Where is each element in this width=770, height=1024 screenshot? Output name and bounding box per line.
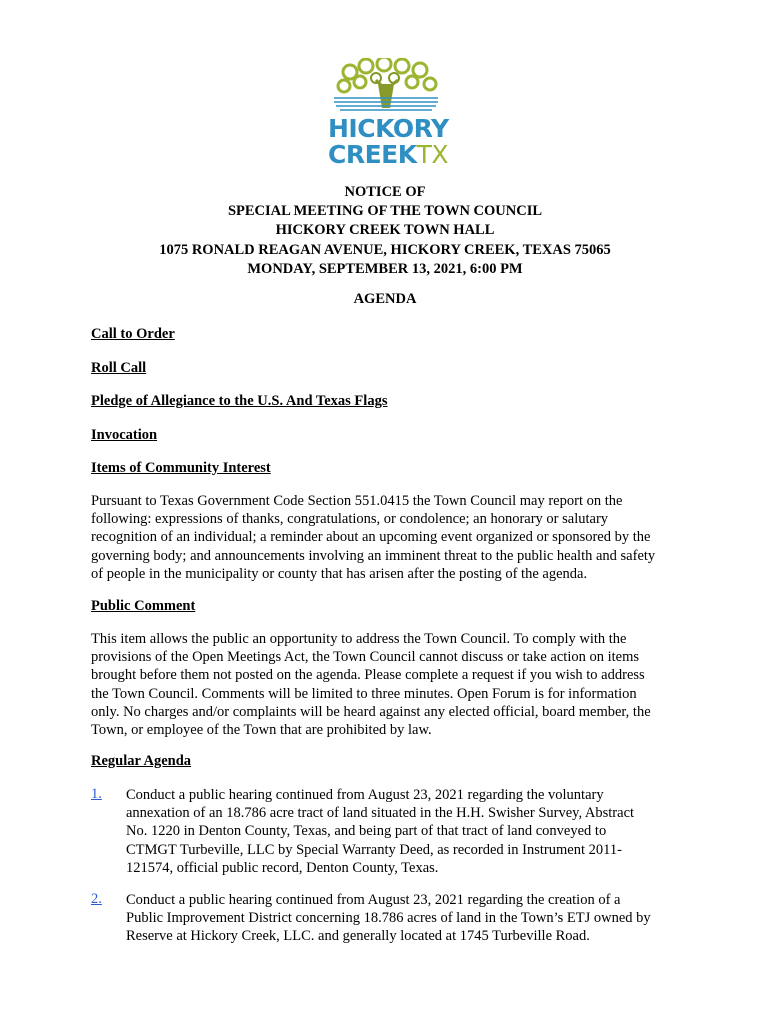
- paragraph-line: Pursuant to Texas Government Code Section 551.0415 the Town Council may report on the: [91, 493, 623, 509]
- item-line: Reserve at Hickory Creek, LLC. and generally located at 1745 Turbeville Road.: [126, 928, 590, 945]
- logo-text-hickory: HICKORY: [328, 114, 449, 143]
- paragraph-line: following: expressions of thanks, congratulations, or condolence; an honorary or salutary: [91, 511, 609, 528]
- paragraph-line: the Town Council. Comments will be limited to three minutes. Open Forum is for information: [91, 685, 637, 702]
- logo-text-tx: TX: [416, 140, 449, 169]
- section-regular-agenda: Regular Agenda: [91, 753, 192, 769]
- item-line: No. 1220 in Denton County, Texas, and being part of that tract of land conveyed to: [126, 823, 607, 840]
- section-pledge: Pledge of Allegiance to the U.S. And Texas Flags: [91, 393, 388, 409]
- item-line: 121574, official public record, Denton County, Texas.: [126, 859, 439, 876]
- paragraph-line: governing body; and announcements involving an imminent threat to the public health and safety: [91, 547, 656, 564]
- heading-line: MONDAY, SEPTEMBER 13, 2021, 6:00 PM: [247, 260, 523, 277]
- section-community-interest: Items of Community Interest: [91, 460, 271, 476]
- logo-text-creek: [328, 142, 448, 167]
- agenda-item-1-link[interactable]: 1.: [91, 786, 102, 802]
- heading-line: 1075 RONALD REAGAN AVENUE, HICKORY CREEK, TEXAS 75065: [159, 241, 611, 258]
- section-call-to-order: Call to Order: [91, 326, 175, 342]
- meeting-heading: [0, 183, 770, 279]
- item-line: CTMGT Turbeville, LLC by Special Warranty Deed, as recorded in Instrument 2011-: [126, 841, 622, 858]
- town-logo: [326, 58, 449, 169]
- section-roll-call: Roll Call: [91, 360, 147, 376]
- agenda-item-2-text: [126, 891, 651, 946]
- item-line: annexation of an 18.786 acre tract of land situated in the H.H. Swisher Survey, Abstract: [126, 805, 635, 822]
- public-comment-paragraph: [91, 630, 691, 739]
- paragraph-line: provisions of the Open Meetings Act, the Town Council cannot discuss or take action on items: [91, 649, 640, 666]
- community-interest-paragraph: [91, 492, 691, 583]
- agenda-item-2-link[interactable]: 2.: [91, 891, 102, 907]
- heading-line: NOTICE OF: [344, 184, 426, 200]
- section-public-comment: Public Comment: [91, 598, 196, 614]
- agenda-title: AGENDA: [353, 291, 417, 307]
- paragraph-line: only. No charges and/or complaints will be heard against any elected official, board member, the: [91, 703, 651, 720]
- paragraph-line: brought before them not posted on the agenda. Please complete a request if you wish to address: [91, 667, 645, 684]
- paragraph-line: Town, or employee of the Town that are prohibited by law.: [91, 722, 432, 739]
- heading-line: SPECIAL MEETING OF THE TOWN COUNCIL: [227, 203, 543, 220]
- paragraph-line: This item allows the public an opportunity to address the Town Council. To comply with the: [91, 631, 627, 647]
- section-invocation: Invocation: [91, 427, 158, 443]
- logo-text-creek-main: CREEK: [328, 140, 417, 169]
- agenda-item-1-text: [126, 786, 634, 877]
- paragraph-line: of people in the municipality or county that has arisen after the posting of the agenda.: [91, 565, 588, 582]
- paragraph-line: recognition of an individual; a reminder about an upcoming event organized or sponsored by the: [91, 529, 651, 546]
- heading-line: HICKORY CREEK TOWN HALL: [275, 222, 495, 239]
- item-line: Public Improvement District concerning 18.786 acres of land in the Town’s ETJ owned by: [126, 910, 651, 927]
- item-line: Conduct a public hearing continued from August 23, 2021 regarding the voluntary: [126, 787, 604, 803]
- item-line: Conduct a public hearing continued from August 23, 2021 regarding the creation of a: [126, 892, 621, 908]
- tree-icon: [326, 58, 446, 118]
